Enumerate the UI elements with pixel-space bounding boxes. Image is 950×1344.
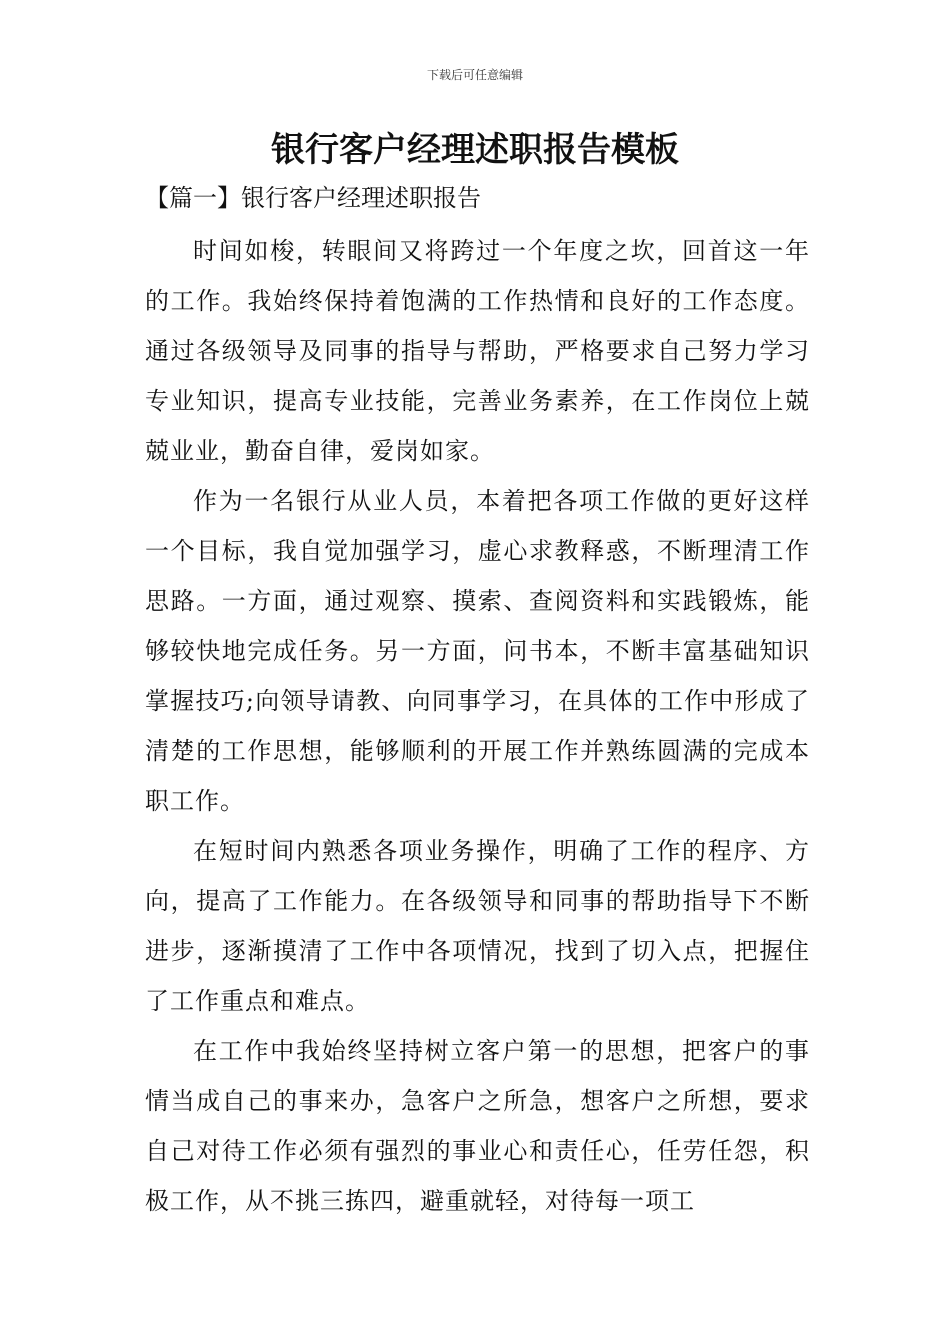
paragraph: 在工作中我始终坚持树立客户第一的思想，把客户的事情当成自己的事来办，急客户之所急，想客户之所想，要求自己对待工作必须有强烈的事业心和责任心，任劳任怨，积极工作，从不挑三拣四，避重就轻，对待每一项工 [145, 1037, 810, 1215]
paragraph: 在短时间内熟悉各项业务操作，明确了工作的程序、方向，提高了工作能力。在各级领导和同事的帮助指导下不断进步，逐渐摸清了工作中各项情况，找到了切入点，把握住了工作重点和难点。 [145, 837, 810, 1015]
paragraph: 作为一名银行从业人员，本着把各项工作做的更好这样一个目标，我自觉加强学习，虚心求教释惑，不断理清工作思路。一方面，通过观察、摸索、查阅资料和实践锻炼，能够较快地完成任务。另一方面，问书本，不断丰富基础知识掌握技巧;向领导请教、向同事学习，在具体的工作中形成了清楚的工作思想，能够顺利的开展工作并熟练圆满的完成本职工作。 [145, 487, 810, 815]
document-title: 银行客户经理述职报告模板 [271, 130, 679, 170]
body-text [145, 226, 810, 1226]
section-heading: 【篇一】银行客户经理述职报告 [145, 184, 481, 212]
paragraph: 时间如梭，转眼间又将跨过一个年度之坎，回首这一年的工作。我始终保持着饱满的工作热情和良好的工作态度。通过各级领导及同事的指导与帮助，严格要求自己努力学习专业知识，提高专业技能，完善业务素养，在工作岗位上兢兢业业，勤奋自律，爱岗如家。 [145, 237, 810, 465]
header-note: 下载后可任意编辑 [426, 68, 523, 82]
